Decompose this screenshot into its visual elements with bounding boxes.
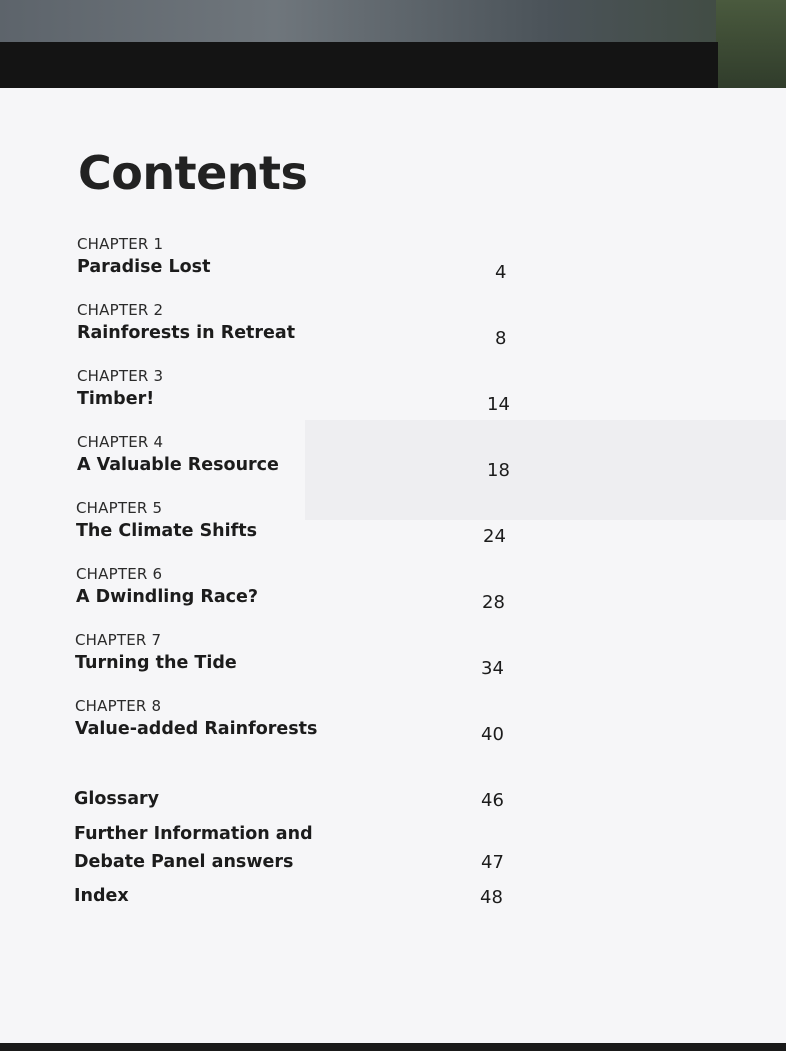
chapter-title: A Valuable Resource — [77, 455, 279, 475]
chapter-label: CHAPTER 7 — [75, 631, 162, 649]
page-title: Contents — [78, 146, 308, 200]
section-title: Index — [74, 886, 129, 906]
page-number: 8 — [495, 328, 507, 349]
section-title: Glossary — [74, 789, 160, 809]
chapter-label: CHAPTER 1 — [77, 235, 164, 253]
toc-entry-further-information[interactable] — [74, 820, 313, 876]
toc-entry-chapter-3[interactable] — [77, 367, 163, 413]
chapter-label: CHAPTER 3 — [77, 367, 164, 385]
page-number: 46 — [481, 790, 504, 811]
toc-entry-chapter-7[interactable] — [75, 631, 237, 677]
toc-entry-chapter-1[interactable] — [77, 235, 210, 281]
chapter-label: CHAPTER 4 — [77, 433, 164, 451]
section-title: Further Information and — [74, 824, 313, 844]
chapter-title: Turning the Tide — [75, 653, 237, 673]
toc-entry-index[interactable] — [74, 882, 129, 910]
chapter-label: CHAPTER 6 — [76, 565, 163, 583]
page-number: 18 — [487, 460, 510, 481]
chapter-title: A Dwindling Race? — [76, 587, 259, 607]
chapter-title: The Climate Shifts — [76, 521, 258, 541]
page-number: 47 — [481, 852, 504, 873]
toc-entry-chapter-6[interactable] — [76, 565, 258, 611]
page-number: 28 — [482, 592, 505, 613]
page-number: 14 — [487, 394, 510, 415]
chapter-title: Rainforests in Retreat — [77, 323, 296, 343]
section-title-continued: Debate Panel answers — [74, 852, 294, 872]
toc-entry-chapter-2[interactable] — [77, 301, 295, 347]
chapter-label: CHAPTER 2 — [77, 301, 164, 319]
chapter-title: Paradise Lost — [77, 257, 211, 277]
chapter-title: Value-added Rainforests — [75, 719, 318, 739]
toc-entry-chapter-5[interactable] — [76, 499, 257, 545]
page-number: 34 — [481, 658, 504, 679]
toc-entry-glossary[interactable] — [74, 785, 159, 813]
chapter-title: Timber! — [77, 389, 155, 409]
page-number: 48 — [480, 887, 503, 908]
page-number: 40 — [481, 724, 504, 745]
toc-entry-chapter-8[interactable] — [75, 697, 317, 743]
page-number: 4 — [495, 262, 507, 283]
chapter-label: CHAPTER 8 — [75, 697, 162, 715]
chapter-label: CHAPTER 5 — [76, 499, 163, 517]
page-number: 24 — [483, 526, 506, 547]
toc-entry-chapter-4[interactable] — [77, 433, 279, 479]
